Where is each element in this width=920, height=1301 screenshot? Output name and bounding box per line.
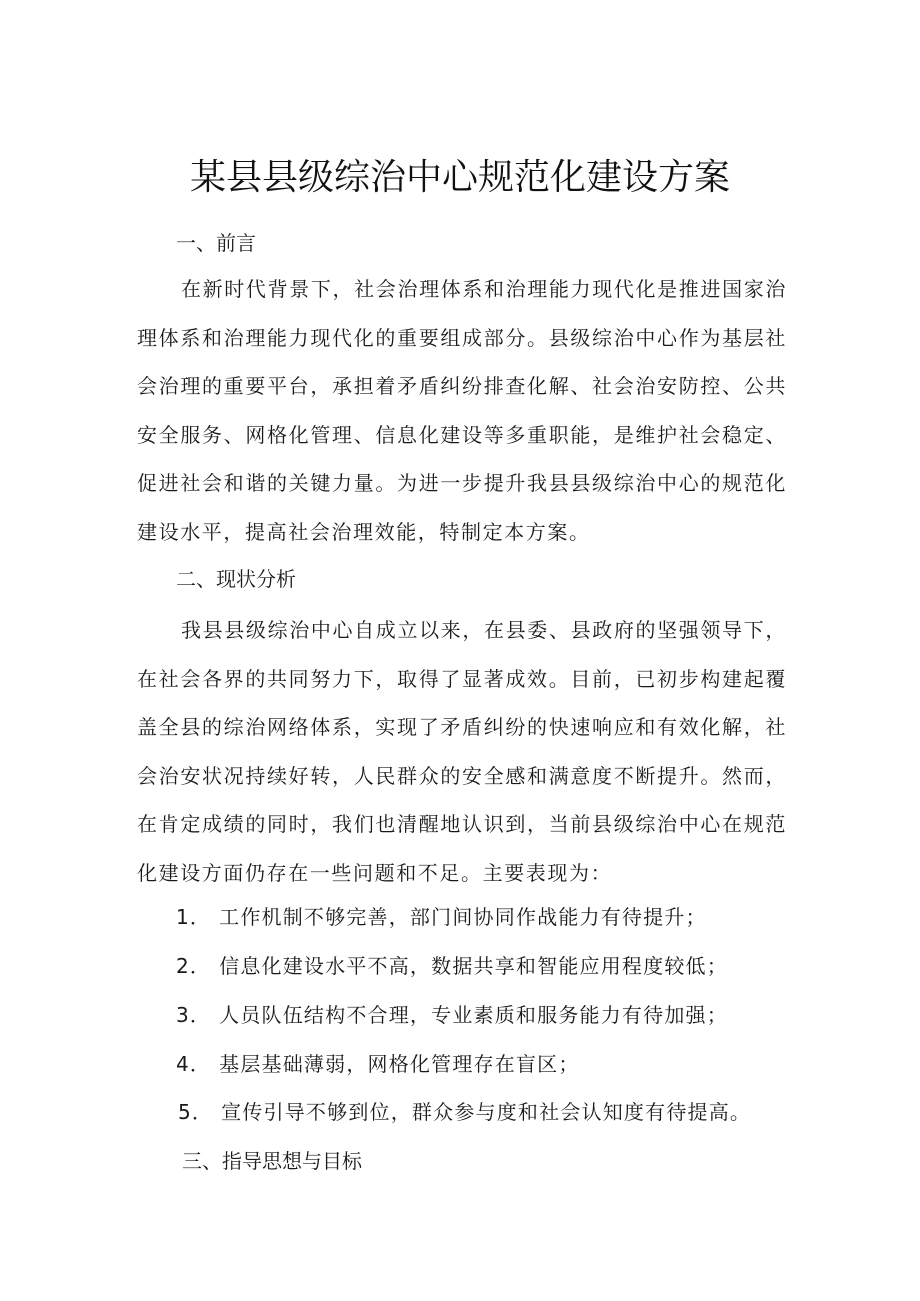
list-item [176, 1049, 580, 1079]
list-item [176, 951, 728, 981]
list-item [178, 1097, 751, 1127]
list-item-text: 人员队伍结构不合理，专业素质和服务能力有待加强； [219, 1003, 728, 1027]
list-item-text: 信息化建设水平不高，数据共享和智能应用程度较低； [219, 954, 728, 978]
list-item-text: 宣传引导不够到位，群众参与度和社会认知度有待提高。 [221, 1100, 752, 1124]
list-item-number: 5． [178, 1100, 214, 1124]
list-item-number: 4． [176, 1052, 212, 1076]
section-heading-guiding-principles: 三、指导思想与目标 [182, 1149, 362, 1173]
list-item-text: 工作机制不够完善，部门间协同作战能力有待提升； [219, 905, 707, 929]
list-item [176, 1000, 728, 1030]
section-heading-status-analysis: 二、现状分析 [176, 567, 296, 591]
list-item-number: 2． [176, 954, 212, 978]
preface-paragraph: 在新时代背景下，社会治理体系和治理能力现代化是推进国家治理体系和治理能力现代化的重要组成部分。县级综治中心作为基层社会治理的重要平台，承担着矛盾纠纷排查化解、社会治安防控、公共安全服务、网格化管理、信息化建设等多重职能，是维护社会稳定、促进社会和谐的关键力量。为进一步提升我县县级综治中心的规范化建设水平，提高社会治理效能，特制定本方案。 [137, 277, 787, 544]
section-heading-preface: 一、前言 [176, 231, 256, 255]
status-analysis-paragraph: 我县县级综治中心自成立以来，在县委、县政府的坚强领导下，在社会各界的共同努力下，取得了显著成效。目前，已初步构建起覆盖全县的综治网络体系，实现了矛盾纠纷的快速响应和有效化解，社会治安状况持续好转，人民群众的安全感和满意度不断提升。然而，在肯定成绩的同时，我们也清醒地认识到，当前县级综治中心在规范化建设方面仍存在一些问题和不足。主要表现为： [137, 618, 787, 885]
list-item-text: 基层基础薄弱，网格化管理存在盲区； [219, 1052, 580, 1076]
list-item [176, 902, 707, 932]
list-item-number: 3． [176, 1003, 212, 1027]
document-title: 某县县级综治中心规范化建设方案 [189, 157, 730, 198]
list-item-number: 1． [176, 905, 212, 929]
